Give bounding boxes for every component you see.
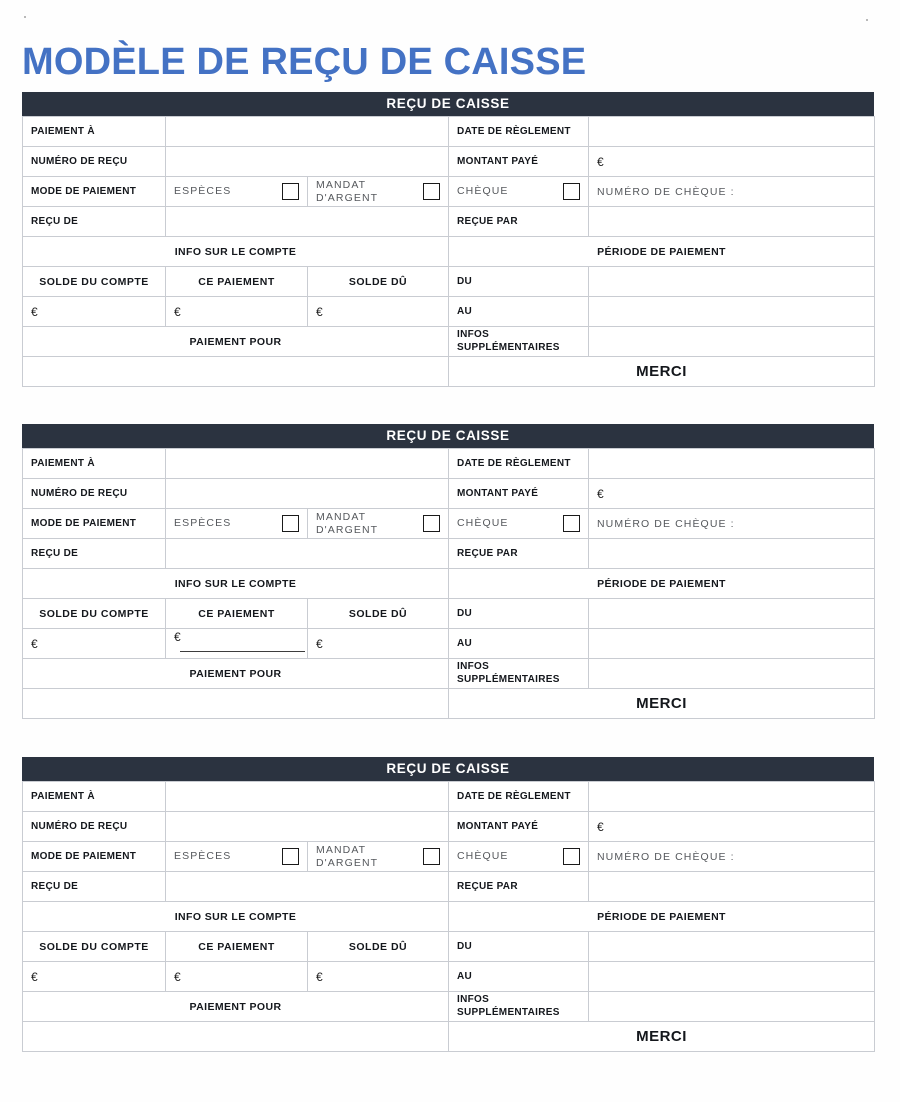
option-money-order-label: MANDAT D'ARGENT bbox=[316, 843, 379, 869]
table-row bbox=[23, 659, 875, 689]
label-additional-info: INFOS SUPPLÉMENTAIRES bbox=[449, 992, 589, 1022]
field-cheque-number[interactable] bbox=[589, 509, 875, 539]
label-period-from: DU bbox=[449, 599, 589, 629]
checkbox-money-order-icon[interactable] bbox=[423, 515, 440, 532]
table-row bbox=[23, 297, 875, 327]
field-received-by[interactable] bbox=[589, 539, 875, 569]
table-row bbox=[23, 147, 875, 177]
label-received-from: REÇU DE bbox=[23, 539, 166, 569]
option-cash-label: ESPÈCES bbox=[174, 184, 232, 197]
table-row bbox=[23, 479, 875, 509]
option-cash-label: ESPÈCES bbox=[174, 516, 232, 529]
label-receipt-number: NUMÉRO DE REÇU bbox=[23, 147, 166, 177]
table-row bbox=[23, 177, 875, 207]
field-this-payment[interactable]: € bbox=[166, 962, 308, 992]
band-payment-for: PAIEMENT POUR bbox=[23, 659, 449, 689]
field-account-balance[interactable]: € bbox=[23, 962, 166, 992]
field-received-from[interactable] bbox=[166, 539, 449, 569]
checkbox-money-order-icon[interactable] bbox=[423, 183, 440, 200]
band-account-info: INFO SUR LE COMPTE bbox=[23, 569, 449, 599]
receipt-header-bar-3: REÇU DE CAISSE bbox=[22, 757, 874, 781]
field-payment-to[interactable] bbox=[166, 782, 449, 812]
label-period-to: AU bbox=[449, 629, 589, 659]
label-received-from: REÇU DE bbox=[23, 207, 166, 237]
option-money-order-label: MANDAT D'ARGENT bbox=[316, 510, 379, 536]
field-settlement-date[interactable] bbox=[589, 449, 875, 479]
label-period-to: AU bbox=[449, 297, 589, 327]
field-account-balance[interactable]: € bbox=[23, 629, 166, 659]
field-amount-paid[interactable]: € bbox=[589, 479, 875, 509]
table-row bbox=[23, 992, 875, 1022]
field-period-to[interactable] bbox=[589, 629, 875, 659]
colhead-account-balance: SOLDE DU COMPTE bbox=[23, 932, 166, 962]
field-payment-to[interactable] bbox=[166, 449, 449, 479]
field-cheque-number[interactable] bbox=[589, 842, 875, 872]
field-balance-due[interactable]: € bbox=[308, 962, 449, 992]
band-payment-for: PAIEMENT POUR bbox=[23, 992, 449, 1022]
option-cheque-label: CHÈQUE bbox=[457, 849, 509, 862]
checkbox-money-order-icon[interactable] bbox=[423, 848, 440, 865]
table-row bbox=[23, 782, 875, 812]
band-payment-period: PÉRIODE DE PAIEMENT bbox=[449, 902, 875, 932]
table-row bbox=[23, 569, 875, 599]
thanks-banner: MERCI bbox=[449, 357, 875, 387]
option-cash[interactable] bbox=[166, 509, 308, 539]
field-period-from[interactable] bbox=[589, 932, 875, 962]
option-cheque-label: CHÈQUE bbox=[457, 184, 509, 197]
band-payment-period: PÉRIODE DE PAIEMENT bbox=[449, 237, 875, 267]
receipt-table-1 bbox=[22, 116, 875, 387]
field-period-from[interactable] bbox=[589, 599, 875, 629]
option-cheque-label: CHÈQUE bbox=[457, 516, 509, 529]
table-row bbox=[23, 207, 875, 237]
label-payment-to: PAIEMENT À bbox=[23, 449, 166, 479]
receipt-header-bar-2: REÇU DE CAISSE bbox=[22, 424, 874, 448]
label-payment-to: PAIEMENT À bbox=[23, 117, 166, 147]
field-payment-to[interactable] bbox=[166, 117, 449, 147]
field-settlement-date[interactable] bbox=[589, 117, 875, 147]
colhead-this-payment: CE PAIEMENT bbox=[166, 267, 308, 297]
table-row bbox=[23, 327, 875, 357]
colhead-this-payment: CE PAIEMENT bbox=[166, 932, 308, 962]
option-money-order[interactable] bbox=[308, 842, 449, 872]
page-title: MODÈLE DE REÇU DE CAISSE bbox=[22, 41, 587, 84]
table-row bbox=[23, 1022, 875, 1052]
table-row bbox=[23, 117, 875, 147]
label-additional-info: INFOS SUPPLÉMENTAIRES bbox=[449, 327, 589, 357]
scan-speck bbox=[24, 16, 26, 18]
colhead-account-balance: SOLDE DU COMPTE bbox=[23, 267, 166, 297]
table-row bbox=[23, 357, 875, 387]
field-period-from[interactable] bbox=[589, 267, 875, 297]
field-additional-info[interactable] bbox=[589, 327, 875, 357]
band-account-info: INFO SUR LE COMPTE bbox=[23, 902, 449, 932]
label-received-by: REÇUE PAR bbox=[449, 872, 589, 902]
field-additional-info[interactable] bbox=[589, 659, 875, 689]
band-payment-period: PÉRIODE DE PAIEMENT bbox=[449, 569, 875, 599]
option-cash-label: ESPÈCES bbox=[174, 849, 232, 862]
table-row bbox=[23, 872, 875, 902]
field-payment-for[interactable] bbox=[23, 689, 449, 719]
table-row bbox=[23, 962, 875, 992]
field-payment-for[interactable] bbox=[23, 357, 449, 387]
field-period-to[interactable] bbox=[589, 962, 875, 992]
label-payment-to: PAIEMENT À bbox=[23, 782, 166, 812]
band-account-info: INFO SUR LE COMPTE bbox=[23, 237, 449, 267]
label-received-by: REÇUE PAR bbox=[449, 207, 589, 237]
field-payment-for[interactable] bbox=[23, 1022, 449, 1052]
label-payment-method: MODE DE PAIEMENT bbox=[23, 509, 166, 539]
field-this-payment[interactable] bbox=[166, 629, 308, 659]
receipt-block-2 bbox=[22, 424, 874, 719]
field-receipt-number[interactable] bbox=[166, 147, 449, 177]
receipt-table-2 bbox=[22, 448, 875, 719]
label-amount-paid: MONTANT PAYÉ bbox=[449, 147, 589, 177]
field-this-payment-value: € bbox=[174, 629, 181, 644]
table-row bbox=[23, 842, 875, 872]
thanks-banner: MERCI bbox=[449, 1022, 875, 1052]
colhead-balance-due: SOLDE DÛ bbox=[308, 267, 449, 297]
label-cheque-number: NUMÉRO DE CHÈQUE : bbox=[597, 517, 735, 530]
receipt-header-bar-1: REÇU DE CAISSE bbox=[22, 92, 874, 116]
checkbox-cheque-icon[interactable] bbox=[563, 183, 580, 200]
colhead-this-payment: CE PAIEMENT bbox=[166, 599, 308, 629]
label-receipt-number: NUMÉRO DE REÇU bbox=[23, 479, 166, 509]
field-amount-paid[interactable]: € bbox=[589, 812, 875, 842]
band-payment-for: PAIEMENT POUR bbox=[23, 327, 449, 357]
option-money-order-label: MANDAT D'ARGENT bbox=[316, 178, 379, 204]
option-cash[interactable] bbox=[166, 842, 308, 872]
table-row bbox=[23, 932, 875, 962]
table-row bbox=[23, 689, 875, 719]
label-settlement-date: DATE DE RÈGLEMENT bbox=[449, 782, 589, 812]
label-amount-paid: MONTANT PAYÉ bbox=[449, 812, 589, 842]
option-cash[interactable] bbox=[166, 177, 308, 207]
label-settlement-date: DATE DE RÈGLEMENT bbox=[449, 449, 589, 479]
field-receipt-number[interactable] bbox=[166, 479, 449, 509]
label-cheque-number: NUMÉRO DE CHÈQUE : bbox=[597, 185, 735, 198]
field-received-from[interactable] bbox=[166, 207, 449, 237]
checkbox-cash-icon[interactable] bbox=[282, 183, 299, 200]
field-received-from[interactable] bbox=[166, 872, 449, 902]
table-row bbox=[23, 812, 875, 842]
table-row bbox=[23, 267, 875, 297]
thanks-banner: MERCI bbox=[449, 689, 875, 719]
label-payment-method: MODE DE PAIEMENT bbox=[23, 177, 166, 207]
field-period-to[interactable] bbox=[589, 297, 875, 327]
label-period-from: DU bbox=[449, 932, 589, 962]
table-row bbox=[23, 629, 875, 659]
checkbox-cheque-icon[interactable] bbox=[563, 848, 580, 865]
table-row bbox=[23, 509, 875, 539]
field-additional-info[interactable] bbox=[589, 992, 875, 1022]
field-received-by[interactable] bbox=[589, 872, 875, 902]
option-money-order[interactable] bbox=[308, 509, 449, 539]
receipt-block-1 bbox=[22, 92, 874, 387]
label-amount-paid: MONTANT PAYÉ bbox=[449, 479, 589, 509]
field-balance-due[interactable]: € bbox=[308, 629, 449, 659]
field-balance-due[interactable]: € bbox=[308, 297, 449, 327]
table-row bbox=[23, 599, 875, 629]
label-received-by: REÇUE PAR bbox=[449, 539, 589, 569]
table-row bbox=[23, 237, 875, 267]
field-received-by[interactable] bbox=[589, 207, 875, 237]
label-settlement-date: DATE DE RÈGLEMENT bbox=[449, 117, 589, 147]
table-row bbox=[23, 539, 875, 569]
field-cheque-number[interactable] bbox=[589, 177, 875, 207]
colhead-account-balance: SOLDE DU COMPTE bbox=[23, 599, 166, 629]
checkbox-cash-icon[interactable] bbox=[282, 848, 299, 865]
field-amount-paid[interactable]: € bbox=[589, 147, 875, 177]
checkbox-cheque-icon[interactable] bbox=[563, 515, 580, 532]
table-row bbox=[23, 902, 875, 932]
colhead-balance-due: SOLDE DÛ bbox=[308, 599, 449, 629]
receipt-block-3 bbox=[22, 757, 874, 1052]
option-money-order[interactable] bbox=[308, 177, 449, 207]
label-receipt-number: NUMÉRO DE REÇU bbox=[23, 812, 166, 842]
label-additional-info: INFOS SUPPLÉMENTAIRES bbox=[449, 659, 589, 689]
option-cheque[interactable] bbox=[449, 177, 589, 207]
colhead-balance-due: SOLDE DÛ bbox=[308, 932, 449, 962]
option-cheque[interactable] bbox=[449, 509, 589, 539]
handwriting-underline bbox=[180, 651, 305, 652]
label-cheque-number: NUMÉRO DE CHÈQUE : bbox=[597, 850, 735, 863]
field-settlement-date[interactable] bbox=[589, 782, 875, 812]
label-payment-method: MODE DE PAIEMENT bbox=[23, 842, 166, 872]
label-period-from: DU bbox=[449, 267, 589, 297]
field-account-balance[interactable]: € bbox=[23, 297, 166, 327]
table-row bbox=[23, 449, 875, 479]
label-received-from: REÇU DE bbox=[23, 872, 166, 902]
field-receipt-number[interactable] bbox=[166, 812, 449, 842]
label-period-to: AU bbox=[449, 962, 589, 992]
scan-speck bbox=[866, 19, 868, 21]
field-this-payment[interactable]: € bbox=[166, 297, 308, 327]
option-cheque[interactable] bbox=[449, 842, 589, 872]
checkbox-cash-icon[interactable] bbox=[282, 515, 299, 532]
receipt-table-3 bbox=[22, 781, 875, 1052]
